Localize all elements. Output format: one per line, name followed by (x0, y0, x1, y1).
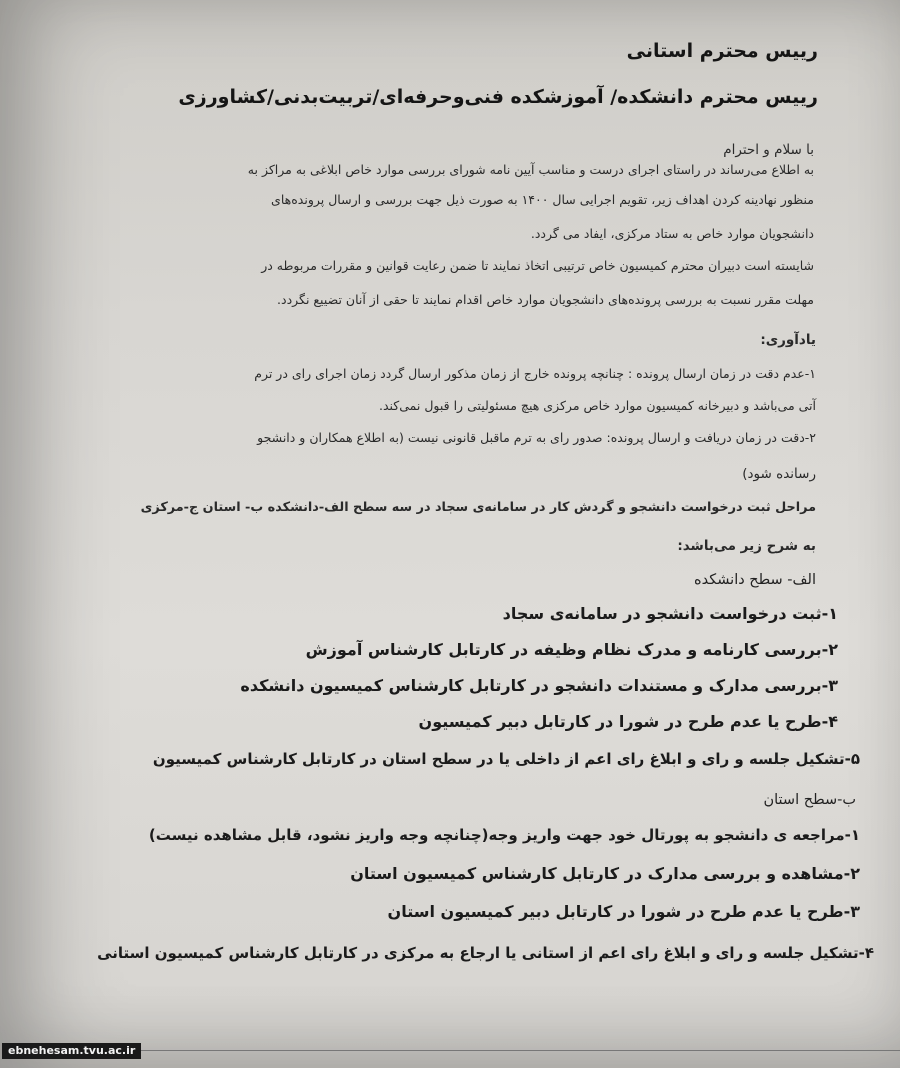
stages-line-2: به شرح زیر می‌باشد: (677, 538, 816, 554)
paragraph-1-line-3: دانشجویان موارد خاص به ستاد مرکزی، ایفاد می گردد. (530, 226, 814, 241)
reminder-2-line-2: رسانده شود) (742, 466, 816, 482)
section-a-item-1: ۱-ثبت درخواست دانشجو در سامانه‌ی سجاد (502, 604, 838, 623)
section-b-item-4: ۴-تشکیل جلسه و رای و ابلاغ رای اعم از استانی یا ارجاع به مرکزی در کارتابل کارشناس کمیسیون استانی (97, 944, 874, 962)
section-b-item-2: ۲-مشاهده و بررسی مدارک در کارتابل کارشناس کمیسیون استان (350, 864, 860, 883)
reminder-title: یادآوری: (760, 332, 816, 348)
header-title-faculty: رییس محترم دانشکده/ آموزشکده فنی‌وحرفه‌ای/تربیت‌بدنی/کشاورزی (178, 86, 818, 108)
paragraph-2-line-2: مهلت مقرر نسبت به بررسی پرونده‌های دانشجویان موارد خاص اقدام نمایند تا حقی از آنان تضییع نگردد. (277, 292, 814, 307)
section-b-title: ب-سطح استان (763, 792, 856, 808)
paragraph-2-line-1: شایسته است دبیران محترم کمیسیون خاص ترتیبی اتخاذ نمایند تا ضمن رعایت قوانین و مقررات مربوطه در (261, 258, 814, 273)
paragraph-1-line-1: به اطلاع می‌رساند در راستای اجرای درست و مناسب آیین نامه شورای بررسی موارد خاص ابلاغی به مراکز به (247, 162, 814, 177)
header-title-provincial: رییس محترم استانی (626, 40, 818, 62)
section-a-item-5: ۵-تشکیل جلسه و رای و ابلاغ رای اعم از داخلی یا در سطح استان در کارتابل کارشناس کمیسیون (152, 750, 860, 768)
reminder-1-line-1: ۱-عدم دقت در زمان ارسال پرونده : چنانچه پرونده خارج از زمان مذکور ارسال گردد زمان اجرای رای در ترم (254, 366, 816, 381)
section-a-title: الف- سطح دانشکده (694, 572, 816, 588)
reminder-2-line-1: ۲-دقت در زمان دریافت و ارسال پرونده: صدور رای به ترم ماقبل قانونی نیست (به اطلاع همکاران و دانشجو (257, 430, 816, 445)
reminder-1-line-2: آتی می‌باشد و دبیرخانه کمیسیون موارد خاص مرکزی هیچ مسئولیتی را قبول نمی‌کند. (378, 398, 816, 413)
paragraph-1-line-2: منظور نهادینه کردن اهداف زیر، تقویم اجرایی سال ۱۴۰۰ به صورت ذیل جهت بررسی و ارسال پرونده‌های (271, 192, 814, 207)
footer-rule (110, 1050, 900, 1051)
section-b-item-1: ۱-مراجعه ی دانشجو به پورتال خود جهت واریز وجه(چنانچه وجه واریز نشود، قابل مشاهده نیست) (148, 826, 860, 844)
watermark-badge: ebnehesam.tvu.ac.ir (2, 1043, 141, 1059)
section-a-item-4: ۴-طرح یا عدم طرح در شورا در کارتابل دبیر کمیسیون (418, 712, 838, 731)
greeting: با سلام و احترام (723, 142, 814, 158)
section-b-item-3: ۳-طرح یا عدم طرح در شورا در کارتابل دبیر کمیسیون استان (387, 902, 860, 921)
section-a-item-2: ۲-بررسی کارنامه و مدرک نظام وظیفه در کارتابل کارشناس آموزش (305, 640, 838, 659)
stages-line-1: مراحل ثبت درخواست دانشجو و گردش کار در سامانه‌ی سجاد در سه سطح الف-دانشکده ب- استان ج-مرکزی (140, 500, 816, 515)
section-a-item-3: ۳-بررسی مدارک و مستندات دانشجو در کارتابل کارشناس کمیسیون دانشکده (240, 676, 838, 695)
